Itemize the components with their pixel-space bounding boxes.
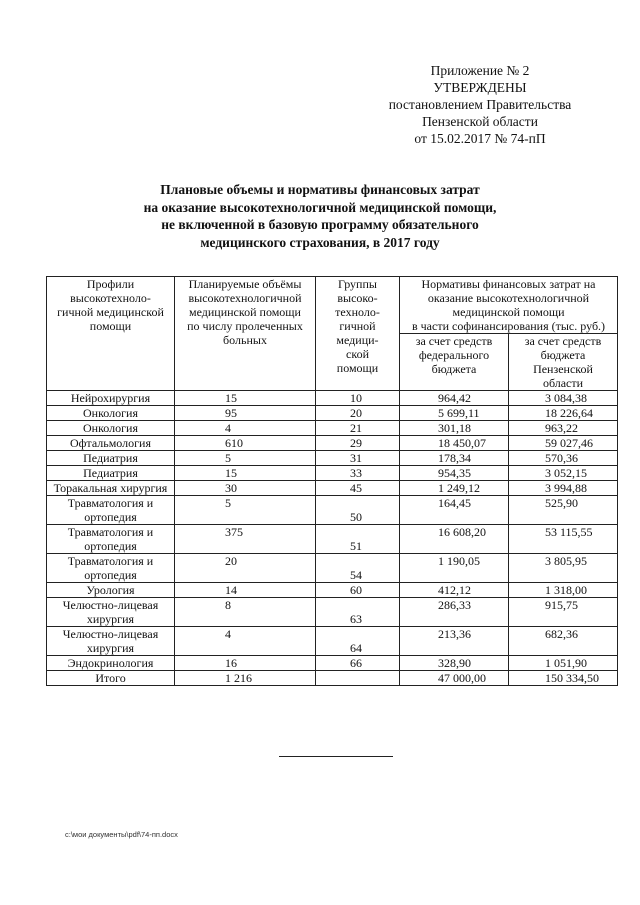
cell-profile: Педиатрия [47,466,175,481]
cell-group: 31 [316,451,400,466]
cell-profile: Челюстно-лицевая хирургия [47,598,175,627]
cell-regional: 53 115,55 [509,525,618,554]
cell-volume: 20 [175,554,316,583]
header-volume [175,277,316,391]
cell-volume: 15 [175,391,316,406]
approval-block [360,62,600,147]
table-row [47,406,618,421]
cell-volume: 15 [175,466,316,481]
cell-federal: 964,42 [400,391,509,406]
table-row [47,583,618,598]
header-line: Пензенской [533,362,593,376]
cell-group: 63 [316,598,400,627]
cell-group: 50 [316,496,400,525]
cell-group: 60 [316,583,400,598]
header-line: гичной медицинской [57,305,164,319]
cell-federal: 1 190,05 [400,554,509,583]
table-row [47,656,618,671]
header-line: в части софинансирования (тыс. руб.) [411,319,606,333]
table-row [47,391,618,406]
header-line: федерального [418,348,490,362]
cell-group: 54 [316,554,400,583]
header-line: за счет средств [524,334,602,348]
file-path: c:\мои документы\pdf\74-пп.docx [65,830,178,839]
document-title [90,181,550,251]
cell-profile: Педиатрия [47,451,175,466]
header-line: помощи [336,361,379,375]
header-line: по числу пролеченных [187,319,303,333]
cell-regional: 915,75 [509,598,618,627]
cell-federal: 213,36 [400,627,509,656]
region-name: Пензенской области [422,114,538,129]
cell-federal: 5 699,11 [400,406,509,421]
table-row [47,525,618,554]
cell-volume: 16 [175,656,316,671]
cell-profile: Онкология [47,406,175,421]
header-line: медицинской помощи [189,305,301,319]
cell-federal: 18 450,07 [400,436,509,451]
cell-group: 10 [316,391,400,406]
cell-federal: 16 608,20 [400,525,509,554]
cell-volume: 610 [175,436,316,451]
cell-volume: 14 [175,583,316,598]
title-line: Плановые объемы и нормативы финансовых затрат [160,182,480,197]
cell-federal: 164,45 [400,496,509,525]
header-line: гичной [339,319,376,333]
cell-regional: 1 318,00 [509,583,618,598]
cell-total-group [316,671,400,686]
cell-federal: 286,33 [400,598,509,627]
cell-total-label: Итого [47,671,175,686]
table-row [47,627,618,656]
cell-volume: 4 [175,421,316,436]
cell-group: 20 [316,406,400,421]
header-groups [316,277,400,391]
cell-group: 45 [316,481,400,496]
cell-regional: 682,36 [509,627,618,656]
title-line: медицинского страхования, в 2017 году [200,234,440,250]
table-row [47,436,618,451]
cell-total-volume: 1 216 [175,671,316,686]
cell-total-regional: 150 334,50 [509,671,618,686]
header-line: техноло- [335,305,380,319]
cell-volume: 30 [175,481,316,496]
cell-regional: 525,90 [509,496,618,525]
header-line: Нормативы финансовых затрат на [421,277,596,291]
header-norms [400,277,618,334]
cell-federal: 954,35 [400,466,509,481]
table-row [47,466,618,481]
cell-profile: Травматология и ортопедия [47,496,175,525]
approved-by: постановлением Правительства [388,97,572,112]
header-line: высоко- [337,291,378,305]
header-line: медицинской помощи [452,305,565,319]
header-profile [47,277,175,391]
cell-profile: Челюстно-лицевая хирургия [47,627,175,656]
cell-regional: 3 084,38 [509,391,618,406]
table-row [47,554,618,583]
cell-group: 64 [316,627,400,656]
header-line: высокотехнологичной [188,291,302,305]
header-line: области [542,376,584,390]
cell-federal: 178,34 [400,451,509,466]
cell-regional: 18 226,64 [509,406,618,421]
table-row [47,496,618,525]
cell-group: 29 [316,436,400,451]
cell-volume: 95 [175,406,316,421]
header-line: больных [223,333,267,347]
resolution-date: от 15.02.2017 № 74-пП [414,131,546,146]
cell-regional: 3 805,95 [509,554,618,583]
title-line: не включенной в базовую программу обязательного [161,217,479,232]
header-line: Группы [338,277,377,291]
cell-volume: 5 [175,451,316,466]
header-line: оказание высокотехнологичной [427,291,590,305]
cell-volume: 4 [175,627,316,656]
cell-profile: Эндокринология [47,656,175,671]
cell-regional: 1 051,90 [509,656,618,671]
cell-federal: 412,12 [400,583,509,598]
cell-group: 21 [316,421,400,436]
header-line: высокотехноло- [70,291,151,305]
cell-profile: Травматология и ортопедия [47,554,175,583]
cell-group: 33 [316,466,400,481]
header-line: помощи [89,319,132,333]
financing-table [46,276,618,686]
cell-volume: 375 [175,525,316,554]
table-row [47,421,618,436]
header-line: бюджета [431,362,477,376]
cell-federal: 1 249,12 [400,481,509,496]
header-federal [400,334,509,391]
header-line: медици- [336,333,379,347]
cell-profile: Онкология [47,421,175,436]
cell-profile: Нейрохирургия [47,391,175,406]
cell-federal: 301,18 [400,421,509,436]
cell-regional: 59 027,46 [509,436,618,451]
total-row [47,671,618,686]
header-regional [509,334,618,391]
cell-total-federal: 47 000,00 [400,671,509,686]
cell-group: 66 [316,656,400,671]
cell-profile: Офтальмология [47,436,175,451]
table-row [47,598,618,627]
header-line: Профили [86,277,135,291]
cell-volume: 8 [175,598,316,627]
cell-regional: 963,22 [509,421,618,436]
table-row [47,481,618,496]
cell-regional: 3 994,88 [509,481,618,496]
cell-profile: Торакальная хирургия [47,481,175,496]
cell-profile: Травматология и ортопедия [47,525,175,554]
table-row [47,451,618,466]
cell-group: 51 [316,525,400,554]
header-line: ской [346,347,369,361]
cell-profile: Урология [47,583,175,598]
cell-regional: 3 052,15 [509,466,618,481]
cell-volume: 5 [175,496,316,525]
title-line: на оказание высокотехнологичной медицинской помощи, [143,199,497,215]
cell-regional: 570,36 [509,451,618,466]
divider-line [279,756,393,757]
header-line: бюджета [540,348,586,362]
appendix-number: Приложение № 2 [430,63,530,78]
approved-label: УТВЕРЖДЕНЫ [433,80,527,95]
header-line: Планируемые объёмы [188,277,302,291]
header-line: за счет средств [415,334,493,348]
cell-federal: 328,90 [400,656,509,671]
